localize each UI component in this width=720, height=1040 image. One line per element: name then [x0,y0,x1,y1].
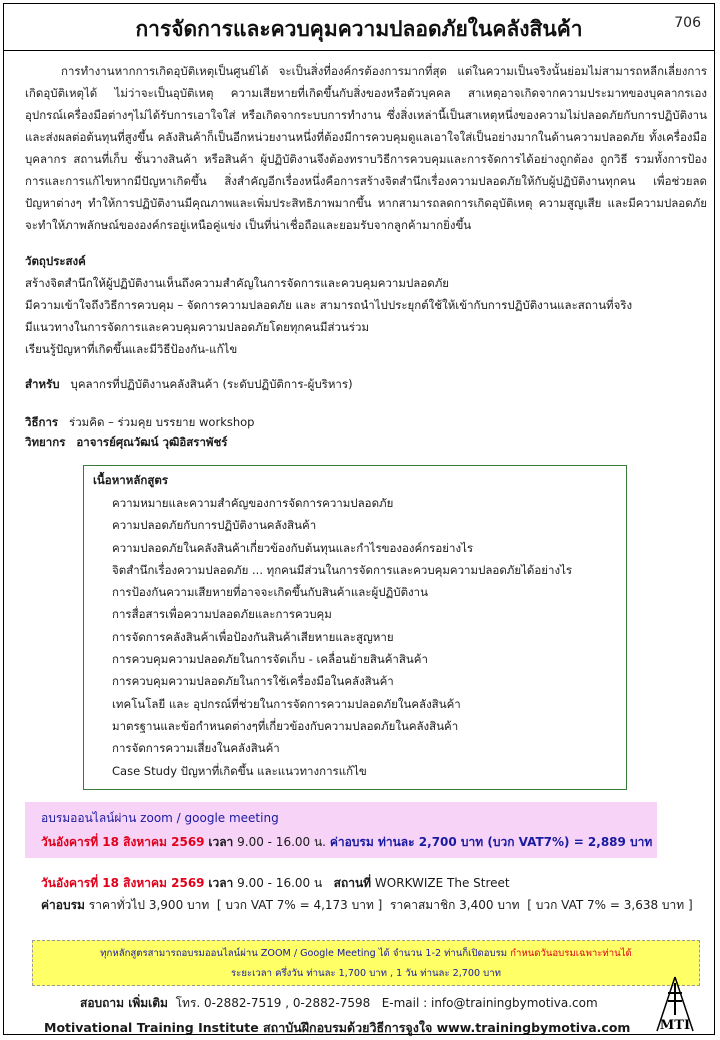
objectives-section [25,250,632,360]
content-item: ความหมายและความสำคัญของการจัดการความปลอดภัย [112,496,394,510]
method-label: วิธีการ [25,415,59,429]
mti-logo [655,975,695,1033]
page-number: 706 [674,15,701,31]
content-item: มาตรฐานและข้อกำหนดต่างๆที่เกี่ยวข้องกับความปลอดภัยในคลังสินค้า [112,718,459,733]
objective-item: มีความเข้าใจถึงวิธีการควบคุม – จัดการความปลอดภัย และ สามารถนำไปประยุกต์ใช้ให้เข้ากับการปฏิบัติงานและสถานที่จริง [25,298,633,312]
content-item: การควบคุมความปลอดภัยในการจัดเก็บ - เคลื่อนย้ายสินค้าสินค้า [112,652,428,667]
content-item: เทคโนโลยี และ อุปกรณ์ที่ช่วยในการจัดการความปลอดภัยในคลังสินค้า [112,696,461,711]
speaker-line [25,434,227,452]
method-line [25,414,254,432]
notice-line-2: ระยะเวลา ครึ่งวัน ท่านละ 1,700 บาท , 1 วัน ท่านละ 2,700 บาท [231,968,501,979]
online-fee: ค่าอบรม ท่านละ 2,700 บาท (บวก VAT7%) = 2,889 บาท [329,835,653,849]
member-price-vat: [ บวก VAT 7% = 3,638 บาท ] [527,898,693,912]
member-price: ราคาสมาชิก 3,400 บาท [390,898,520,912]
online-date: วันอังคารที่ 18 สิงหาคม 2569 [41,835,205,849]
classroom-time-label: เวลา [208,876,234,890]
online-time-label: เวลา [208,835,234,849]
content-item: การจัดการความเสี่ยงในคลังสินค้า [112,741,280,756]
content-list [112,492,572,782]
speaker-value: อาจารย์ศุณวัฒน์ วุฒิอิสราพัชร์ [76,435,228,449]
content-item: การจัดการคลังสินค้าเพื่อป้องกันสินค้าเสียหายและสูญหาย [112,629,394,644]
venue: WORKWIZE The Street [374,876,510,890]
online-schedule [41,833,652,852]
audience-value: บุคลากรที่ปฏิบัติงานคลังสินค้า (ระดับปฏิบัติการ-ผู้บริหาร) [70,377,353,391]
content-item: การควบคุมความปลอดภัยในการใช้เครื่องมือในคลังสินค้า [112,674,394,689]
content-item: ความปลอดภัยกับการปฏิบัติงานคลังสินค้า [112,518,317,533]
content-heading: เนื้อหาหลักสูตร [93,473,168,487]
content-item: Case Study ปัญหาที่เกิดขึ้น และแนวทางการแก้ไข [112,763,367,778]
contact-phone: โทร. 0-2882-7519 , 0-2882-7598 [175,996,371,1010]
objectives-heading: วัตถุประสงค์ [25,254,86,268]
objective-item: สร้างจิตสำนึกให้ผู้ปฏิบัติงานเห็นถึงความสำคัญในการจัดการและควบคุมความปลอดภัย [25,276,450,290]
online-notice-box [32,940,700,986]
classroom-fee [41,894,693,916]
notice-text-b: กำหนดวันอบรมเฉพาะท่านได้ [510,948,632,959]
speaker-label: วิทยากร [25,435,66,449]
audience-label: สำหรับ [25,377,60,391]
content-item: การสื่อสารเพื่อความปลอดภัยและการควบคุม [112,607,332,622]
objective-item: เรียนรู้ปัญหาที่เกิดขึ้นและมีวิธีป้องกัน-แก้ไข [25,342,238,356]
classroom-fee-label: ค่าอบรม [41,898,85,912]
online-time: 9.00 - 16.00 น. [237,835,326,849]
method-value: ร่วมคิด – ร่วมคุย บรรยาย workshop [69,415,255,429]
classroom-time: 9.00 - 16.00 น [237,876,323,890]
logo-text: MTI [659,1018,691,1033]
classroom-training [41,872,693,916]
contact-email[interactable]: E-mail : info@trainingbymotiva.com [381,996,598,1010]
content-item: ความปลอดภัยในคลังสินค้าเกี่ยวข้องกับต้นทุนและกำไรขององค์กรอย่างไร [112,540,474,555]
notice-line-1 [33,944,699,964]
header [3,3,715,51]
notice-text-a: ทุกหลักสูตรสามารถอบรมออนไลน์ผ่าน ZOOM / Google Meeting ได้ จำนวน 1-2 ท่านก็เปิดอบรม [100,948,508,959]
footer-institute: Motivational Training Institute สถาบันฝึกอบรมด้วยวิธีการจูงใจ www.trainingbymotiva.com [44,1020,631,1035]
page-title: การจัดการและควบคุมความปลอดภัยในคลังสินค้า [135,17,583,41]
classroom-schedule [41,872,693,894]
course-content-box [83,465,627,790]
general-price: ราคาทั่วไป 3,900 บาท [88,898,210,912]
audience-line [25,376,353,394]
online-training-box [25,802,657,858]
contact-line [80,994,598,1013]
content-item: จิตสำนึกเรื่องความปลอดภัย ... ทุกคนมีส่วนในการจัดการและควบคุมความปลอดภัยได้อย่างไร [112,562,573,577]
intro-paragraph: การทำงานหากการเกิดอุบัติเหตุเป็นศูนย์ได้ จะเป็นสิ่งที่องค์กรต้องการมากที่สุด แต่ในความเป็นจริงนั้นย่อมไม่สามารถหลีกเลี่ยงการเกิดอุบัติเหตุได้ ไม่ว่าจะเป็นอุบัติเหตุ ความเสียหายที่เกิดขึ้นกับสิ่งของหรือตัวบุคคล สาเหตุอาจเกิดจากความประมาทของบุคลากรเอง อุปกรณ์เครื่องมือต่างๆไม่ได้รับการเอาใจใส่ หรือเกิดจากระบบการทำงาน ซึ่งสิ่งเหล่านี้เป็นสาเหตุหนึ่งของความไม่ปลอดภัยกับการปฏิบัติงาน และส่งผลต่อต้นทุนที่สูงขึ้น คลังสินค้าก็เป็นอีกหน่วยงานหนึ่งที่ต้องมีการควบคุมดูแลเอาใจใส่เป็นอย่างมากในด้านความปลอดภัย ทั้งเครื่องมือ บุคลากร สถานที่เก็บ ชั้นวางสินค้า หรือสินค้า ผู้ปฏิบัติงานจึงต้องทราบวิธีการควบคุมและการจัดการได้อย่างถูกต้อง ถูกวิธี รวมทั้งการป้องการและการแก้ไขหากมีปัญหาเกิดขึ้น สิ่งสำคัญอีกเรื่องหนึ่งคือการสร้างจิตสำนึกเรื่องความปลอดภัยให้กับผู้ปฏิบัติงานทุกคน เพื่อช่วยลดปัญหาต่างๆ ทำให้การปฏิบัติงานมีคุณภาพและเพิ่มประสิทธิภาพมากขึ้น หากสามารถลดการเกิดอุบัติเหตุ ความสูญเสีย และมีความปลอดภัยจะทำให้ภาพลักษณ์ขององค์กรอยู่เหนือคู่แข่ง เป็นที่น่าเชื่อถือและยอมรับจากลูกค้ามากยิ่งขึ้น [25,64,707,232]
general-price-vat: [ บวก VAT 7% = 4,173 บาท ] [216,898,383,912]
objective-item: มีแนวทางในการจัดการและควบคุมความปลอดภัยโดยทุกคนมีส่วนร่วม [25,320,370,334]
contact-label: สอบถาม เพิ่มเติม [80,996,168,1010]
classroom-date: วันอังคารที่ 18 สิงหาคม 2569 [41,876,205,890]
content-item: การป้องกันความเสียหายที่อาจจะเกิดขึ้นกับสินค้าและผู้ปฏิบัติงาน [112,585,428,600]
mti-logo-icon [655,975,695,1033]
venue-label: สถานที่ [333,876,372,890]
online-heading: อบรมออนไลน์ผ่าน zoom / google meeting [41,811,279,825]
